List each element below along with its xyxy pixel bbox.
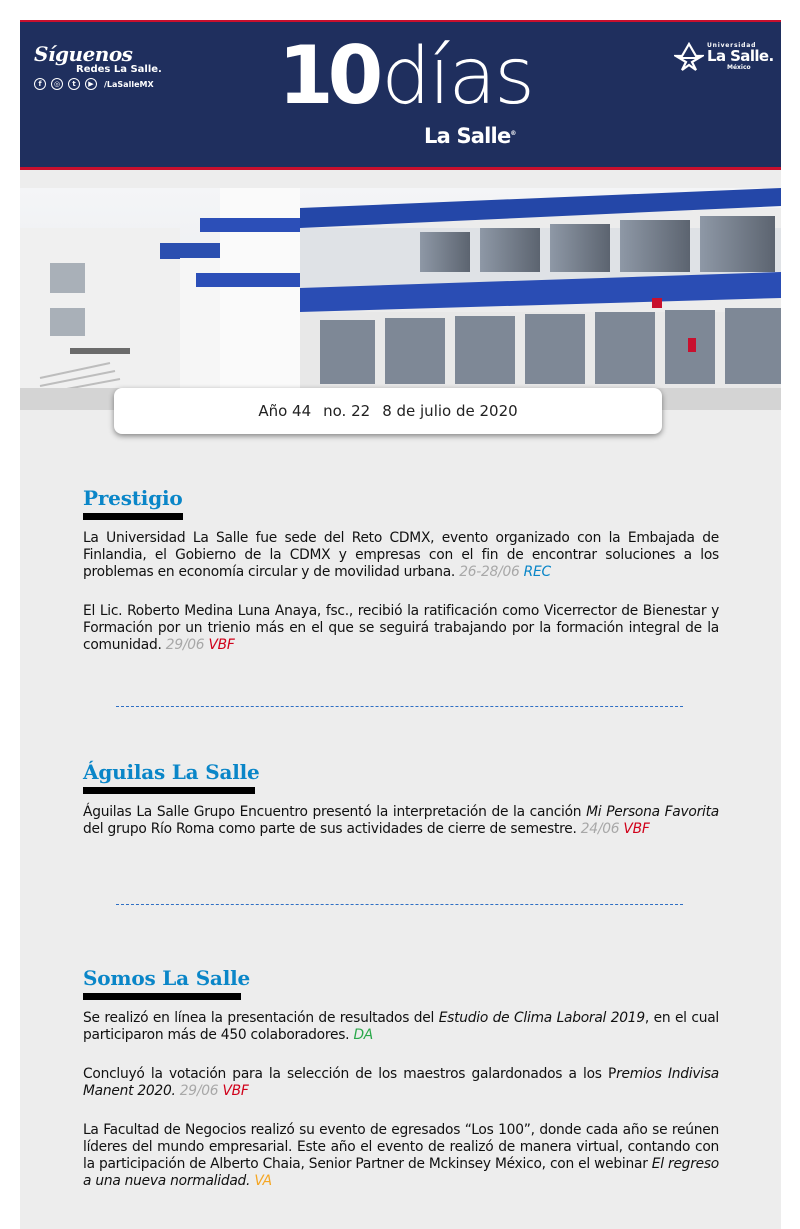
news-date: 26-28/06 [459,564,520,580]
section-title: Prestigio [83,486,183,510]
news-italic: Estudio de Clima Laboral 2019 [438,1010,645,1026]
section-aguilas [83,760,719,860]
follow-block [34,42,162,90]
section-somos [83,966,719,1212]
issue-info-card [114,388,662,434]
masthead [278,29,538,148]
news-tag: VBF [623,821,650,837]
campus-building-illustration [20,188,781,410]
news-date: 24/06 [580,821,620,837]
news-tag: DA [353,1027,373,1043]
section-prestigio [83,486,719,676]
section-divider [116,904,683,905]
news-tag: REC [523,564,551,580]
news-text: Águilas La Salle Grupo Encuentro presentó la interpretación de la canción [83,804,587,820]
social-links [34,78,162,90]
follow-subtitle: Redes La Salle. [76,64,162,75]
university-logo[interactable] [674,42,774,72]
logo-country: México [727,64,751,71]
news-item [83,603,719,654]
news-date: 29/06 [165,637,205,653]
news-item [83,804,719,838]
section-divider [116,706,683,707]
section-title: Somos La Salle [83,966,251,990]
news-text-end: del grupo Río Roma como parte de sus actividades de cierre de semestre. [83,821,577,837]
news-tag: VBF [208,637,235,653]
news-italic: Mi Persona Favorita [586,804,719,820]
news-tag: VBF [222,1083,249,1099]
section-underline [83,993,241,1000]
news-text-end: , en el cual participaron más de 450 colaboradores. [83,1010,719,1043]
news-date: 29/06 [179,1083,219,1099]
news-text: Concluyó la votación para la selección de los maestros galardonados a los P [83,1066,617,1082]
issue-number: no. 22 [323,402,371,420]
masthead-brand-text: La Salle [424,124,511,148]
masthead-word: días [381,32,533,122]
section-title: Águilas La Salle [83,760,260,784]
section-underline [83,787,255,794]
logo-univ: Universidad [707,42,757,49]
section-underline [83,513,183,520]
news-item [83,1066,719,1100]
newsletter [20,20,781,1229]
news-item [83,1122,719,1190]
masthead-brand: La Salle® [424,124,516,148]
twitter-icon[interactable]: t [68,78,80,90]
news-italic: remios Indivisa Manent 2020. [83,1066,719,1099]
news-text: La Universidad La Salle fue sede del Reto CDMX, evento organizado con la Embajada de Finlandia, el Gobierno de la CDMX y empresas con el fin de encontrar soluciones a los problemas en economía circular y de movilidad urbana. [83,530,719,580]
news-tag: VA [254,1173,272,1189]
masthead-number: 10 [278,29,378,122]
campus-photo [20,188,781,410]
logo-text [707,42,774,71]
logo-name: La Salle. [707,47,774,65]
news-text: El Lic. Roberto Medina Luna Anaya, fsc., recibió la ratificación como Vicerrector de Bienestar y Formación por un trienio más en el que se seguirá trabajando por la formación integral de la comunidad. [83,603,719,653]
news-item [83,530,719,581]
instagram-icon[interactable]: ◎ [51,78,63,90]
la-salle-star-icon [674,42,704,72]
header-banner [20,22,781,170]
issue-date: 8 de julio de 2020 [382,402,518,420]
issue-year: Año 44 [258,402,312,420]
news-text: La Facultad de Negocios realizó su evento de egresados “Los 100”, donde cada año se reúnen líderes del mundo empresarial. Este año el evento de realizó de manera virtual, contando con la participación de Alberto Chaia, Senior Partner de Mckinsey México, con el webinar [83,1122,719,1172]
youtube-icon[interactable]: ▶ [85,78,97,90]
news-text: Se realizó en línea la presentación de resultados del [83,1010,439,1026]
news-item [83,1010,719,1044]
social-handle[interactable]: /LaSalleMX [104,79,154,89]
follow-title: Síguenos [34,42,133,66]
news-italic: El regreso a una nueva normalidad. [83,1156,719,1189]
facebook-icon[interactable]: f [34,78,46,90]
